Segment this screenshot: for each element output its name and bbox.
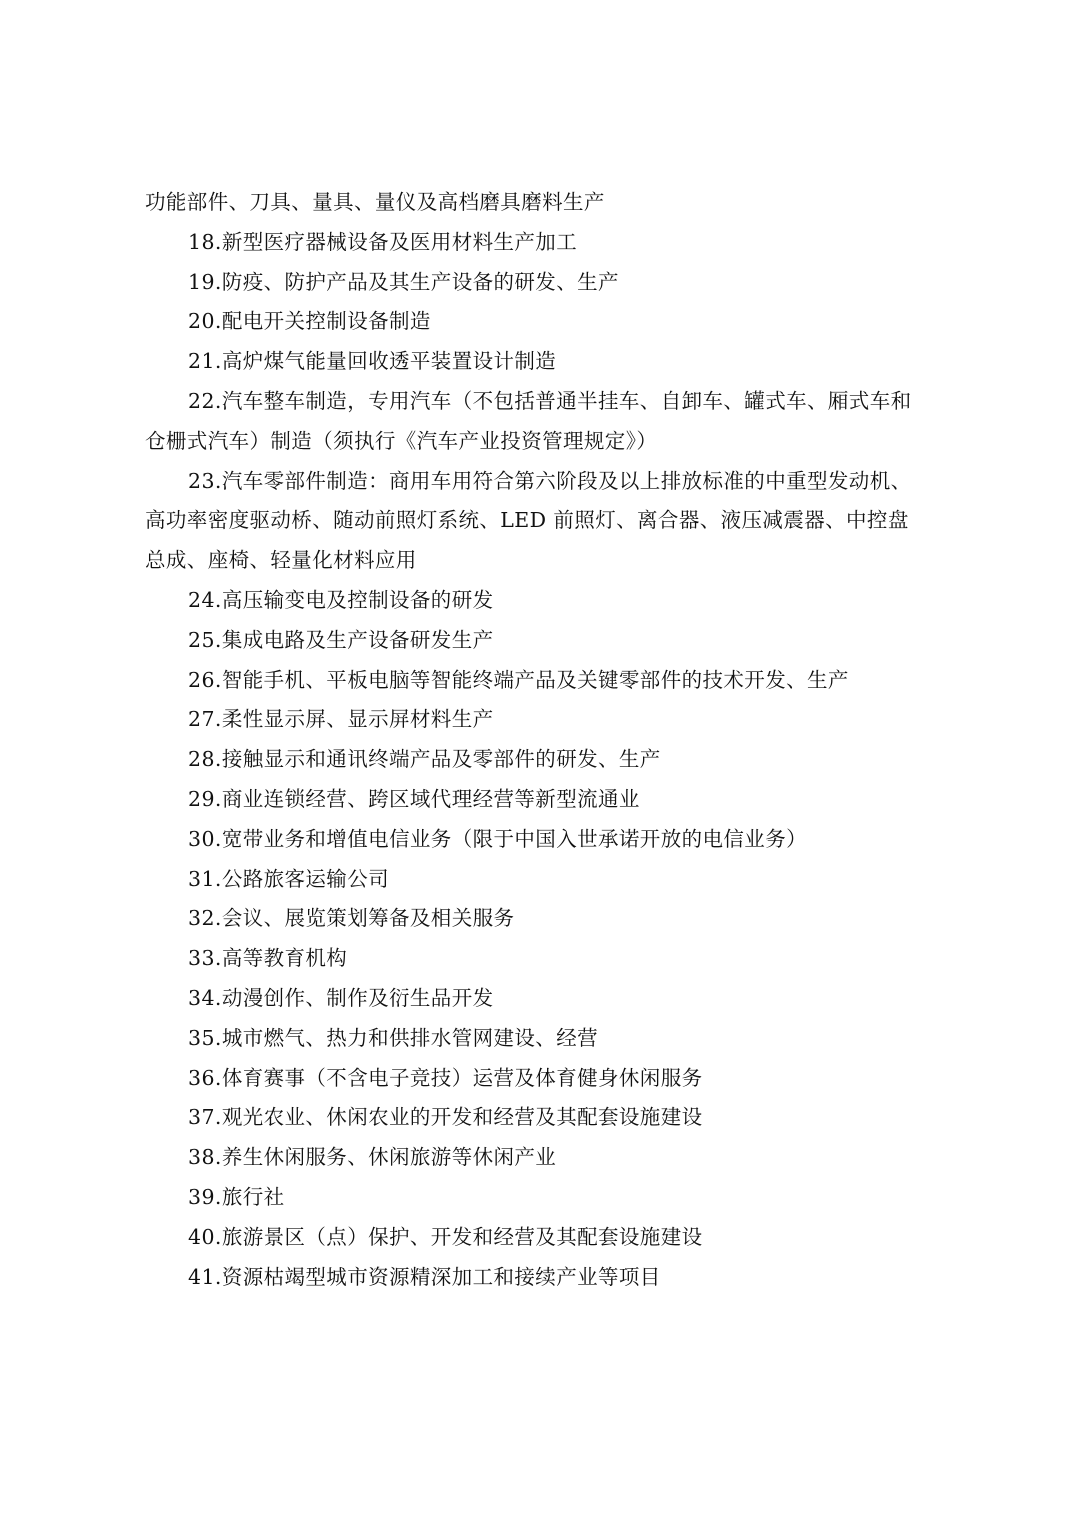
item-number: 30. bbox=[188, 826, 222, 851]
item-number: 31. bbox=[188, 866, 222, 891]
item-text: 汽车零部件制造：商用车用符合第六阶段及以上排放标准的中重型发动机、 bbox=[221, 468, 912, 493]
list-item bbox=[145, 860, 935, 900]
item-text: 配电开关控制设备制造 bbox=[221, 309, 431, 334]
item-number: 25. bbox=[188, 627, 222, 652]
list-item bbox=[145, 581, 935, 621]
list-item bbox=[145, 700, 935, 740]
item-number: 35. bbox=[188, 1025, 222, 1050]
item-first-line bbox=[145, 700, 935, 740]
list-item bbox=[145, 382, 935, 462]
item-first-line bbox=[145, 1059, 935, 1099]
list-item bbox=[145, 223, 935, 263]
item-text: 公路旅客运输公司 bbox=[221, 866, 390, 891]
item-number: 33. bbox=[188, 946, 222, 971]
item-text: 体育赛事（不含电子竞技）运营及体育健身休闲服务 bbox=[221, 1065, 703, 1090]
item-first-line bbox=[145, 342, 935, 382]
item-number: 27. bbox=[188, 707, 222, 732]
item-text: 动漫创作、制作及衍生品开发 bbox=[221, 985, 494, 1010]
item-number: 23. bbox=[188, 468, 222, 493]
item-text: 防疫、防护产品及其生产设备的研发、生产 bbox=[221, 269, 619, 294]
list-item bbox=[145, 1218, 935, 1258]
list-item bbox=[145, 661, 935, 701]
document-page bbox=[145, 183, 935, 1297]
item-text: 会议、展览策划筹备及相关服务 bbox=[221, 906, 515, 931]
item-number: 18. bbox=[188, 229, 222, 254]
item-text: 旅行社 bbox=[221, 1184, 285, 1209]
item-number: 28. bbox=[188, 747, 222, 772]
item-first-line bbox=[145, 740, 935, 780]
item-number: 26. bbox=[188, 667, 222, 692]
list-item bbox=[145, 342, 935, 382]
list-item bbox=[145, 979, 935, 1019]
item-continuation-line bbox=[145, 501, 935, 541]
item-text: 旅游景区（点）保护、开发和经营及其配套设施建设 bbox=[221, 1224, 703, 1249]
item-text: 柔性显示屏、显示屏材料生产 bbox=[221, 707, 494, 732]
item-text: 资源枯竭型城市资源精深加工和接续产业等项目 bbox=[221, 1264, 661, 1289]
item-number: 38. bbox=[188, 1145, 222, 1170]
item-number: 37. bbox=[188, 1105, 222, 1130]
list-item bbox=[145, 1098, 935, 1138]
item-text: 宽带业务和增值电信业务（限于中国入世承诺开放的电信业务） bbox=[221, 826, 808, 851]
item-text: 城市燃气、热力和供排水管网建设、经营 bbox=[221, 1025, 599, 1050]
list-item bbox=[145, 462, 935, 581]
item-first-line bbox=[145, 302, 935, 342]
item-text: 观光农业、休闲农业的开发和经营及其配套设施建设 bbox=[221, 1105, 703, 1130]
item-first-line bbox=[145, 899, 935, 939]
item-number: 34. bbox=[188, 985, 222, 1010]
list-item bbox=[145, 1019, 935, 1059]
item-first-line bbox=[145, 382, 935, 422]
item-text: 接触显示和通讯终端产品及零部件的研发、生产 bbox=[221, 747, 661, 772]
item-number: 19. bbox=[188, 269, 222, 294]
item-first-line bbox=[145, 621, 935, 661]
item-first-line bbox=[145, 1098, 935, 1138]
item-text: 高压输变电及控制设备的研发 bbox=[221, 587, 494, 612]
item-first-line bbox=[145, 939, 935, 979]
item-text: 养生休闲服务、休闲旅游等休闲产业 bbox=[221, 1145, 557, 1170]
item-text: 仓栅式汽车）制造（须执行《汽车产业投资管理规定》） bbox=[145, 428, 658, 453]
item-first-line bbox=[145, 661, 935, 701]
item-number: 36. bbox=[188, 1065, 222, 1090]
item-number: 22. bbox=[188, 388, 222, 413]
item-text: 总成、座椅、轻量化材料应用 bbox=[145, 548, 417, 573]
list-item bbox=[145, 1059, 935, 1099]
item-first-line bbox=[145, 979, 935, 1019]
list-item bbox=[145, 1138, 935, 1178]
list-item bbox=[145, 1178, 935, 1218]
list-item bbox=[145, 621, 935, 661]
item-number: 41. bbox=[188, 1264, 222, 1289]
item-first-line bbox=[145, 581, 935, 621]
item-text: 高炉煤气能量回收透平装置设计制造 bbox=[221, 349, 557, 374]
list-item bbox=[145, 1258, 935, 1298]
item-text: 汽车整车制造，专用汽车（不包括普通半挂车、自卸车、罐式车、厢式车和 bbox=[221, 388, 912, 413]
item-first-line bbox=[145, 1019, 935, 1059]
list-item bbox=[145, 939, 935, 979]
item-number: 32. bbox=[188, 906, 222, 931]
item-text: 高功率密度驱动桥、随动前照灯系统、LED 前照灯、离合器、液压减震器、中控盘 bbox=[145, 508, 909, 533]
item-first-line bbox=[145, 1178, 935, 1218]
item-text: 集成电路及生产设备研发生产 bbox=[221, 627, 494, 652]
item-number: 21. bbox=[188, 349, 222, 374]
list-item bbox=[145, 263, 935, 303]
item-first-line bbox=[145, 1258, 935, 1298]
item-first-line bbox=[145, 223, 935, 263]
item-text: 智能手机、平板电脑等智能终端产品及关键零部件的技术开发、生产 bbox=[221, 667, 849, 692]
item-number: 20. bbox=[188, 309, 222, 334]
item-number: 39. bbox=[188, 1184, 222, 1209]
continuation-line: 功能部件、刀具、量具、量仪及高档磨具磨料生产 bbox=[145, 190, 605, 214]
item-first-line bbox=[145, 820, 935, 860]
item-number: 40. bbox=[188, 1224, 222, 1249]
item-first-line bbox=[145, 780, 935, 820]
item-number: 24. bbox=[188, 587, 222, 612]
item-first-line bbox=[145, 263, 935, 303]
list-item bbox=[145, 740, 935, 780]
item-first-line bbox=[145, 1218, 935, 1258]
list-item bbox=[145, 780, 935, 820]
item-continuation-line bbox=[145, 541, 935, 581]
item-first-line bbox=[145, 1138, 935, 1178]
item-number: 29. bbox=[188, 786, 222, 811]
list-item bbox=[145, 820, 935, 860]
list-item bbox=[145, 899, 935, 939]
item-text: 新型医疗器械设备及医用材料生产加工 bbox=[221, 229, 578, 254]
item-first-line bbox=[145, 860, 935, 900]
item-text: 商业连锁经营、跨区域代理经营等新型流通业 bbox=[221, 786, 640, 811]
item-first-line bbox=[145, 462, 935, 502]
item-continuation-line bbox=[145, 422, 935, 462]
item-text: 高等教育机构 bbox=[221, 946, 348, 971]
list-item bbox=[145, 302, 935, 342]
item-list bbox=[145, 223, 935, 1298]
